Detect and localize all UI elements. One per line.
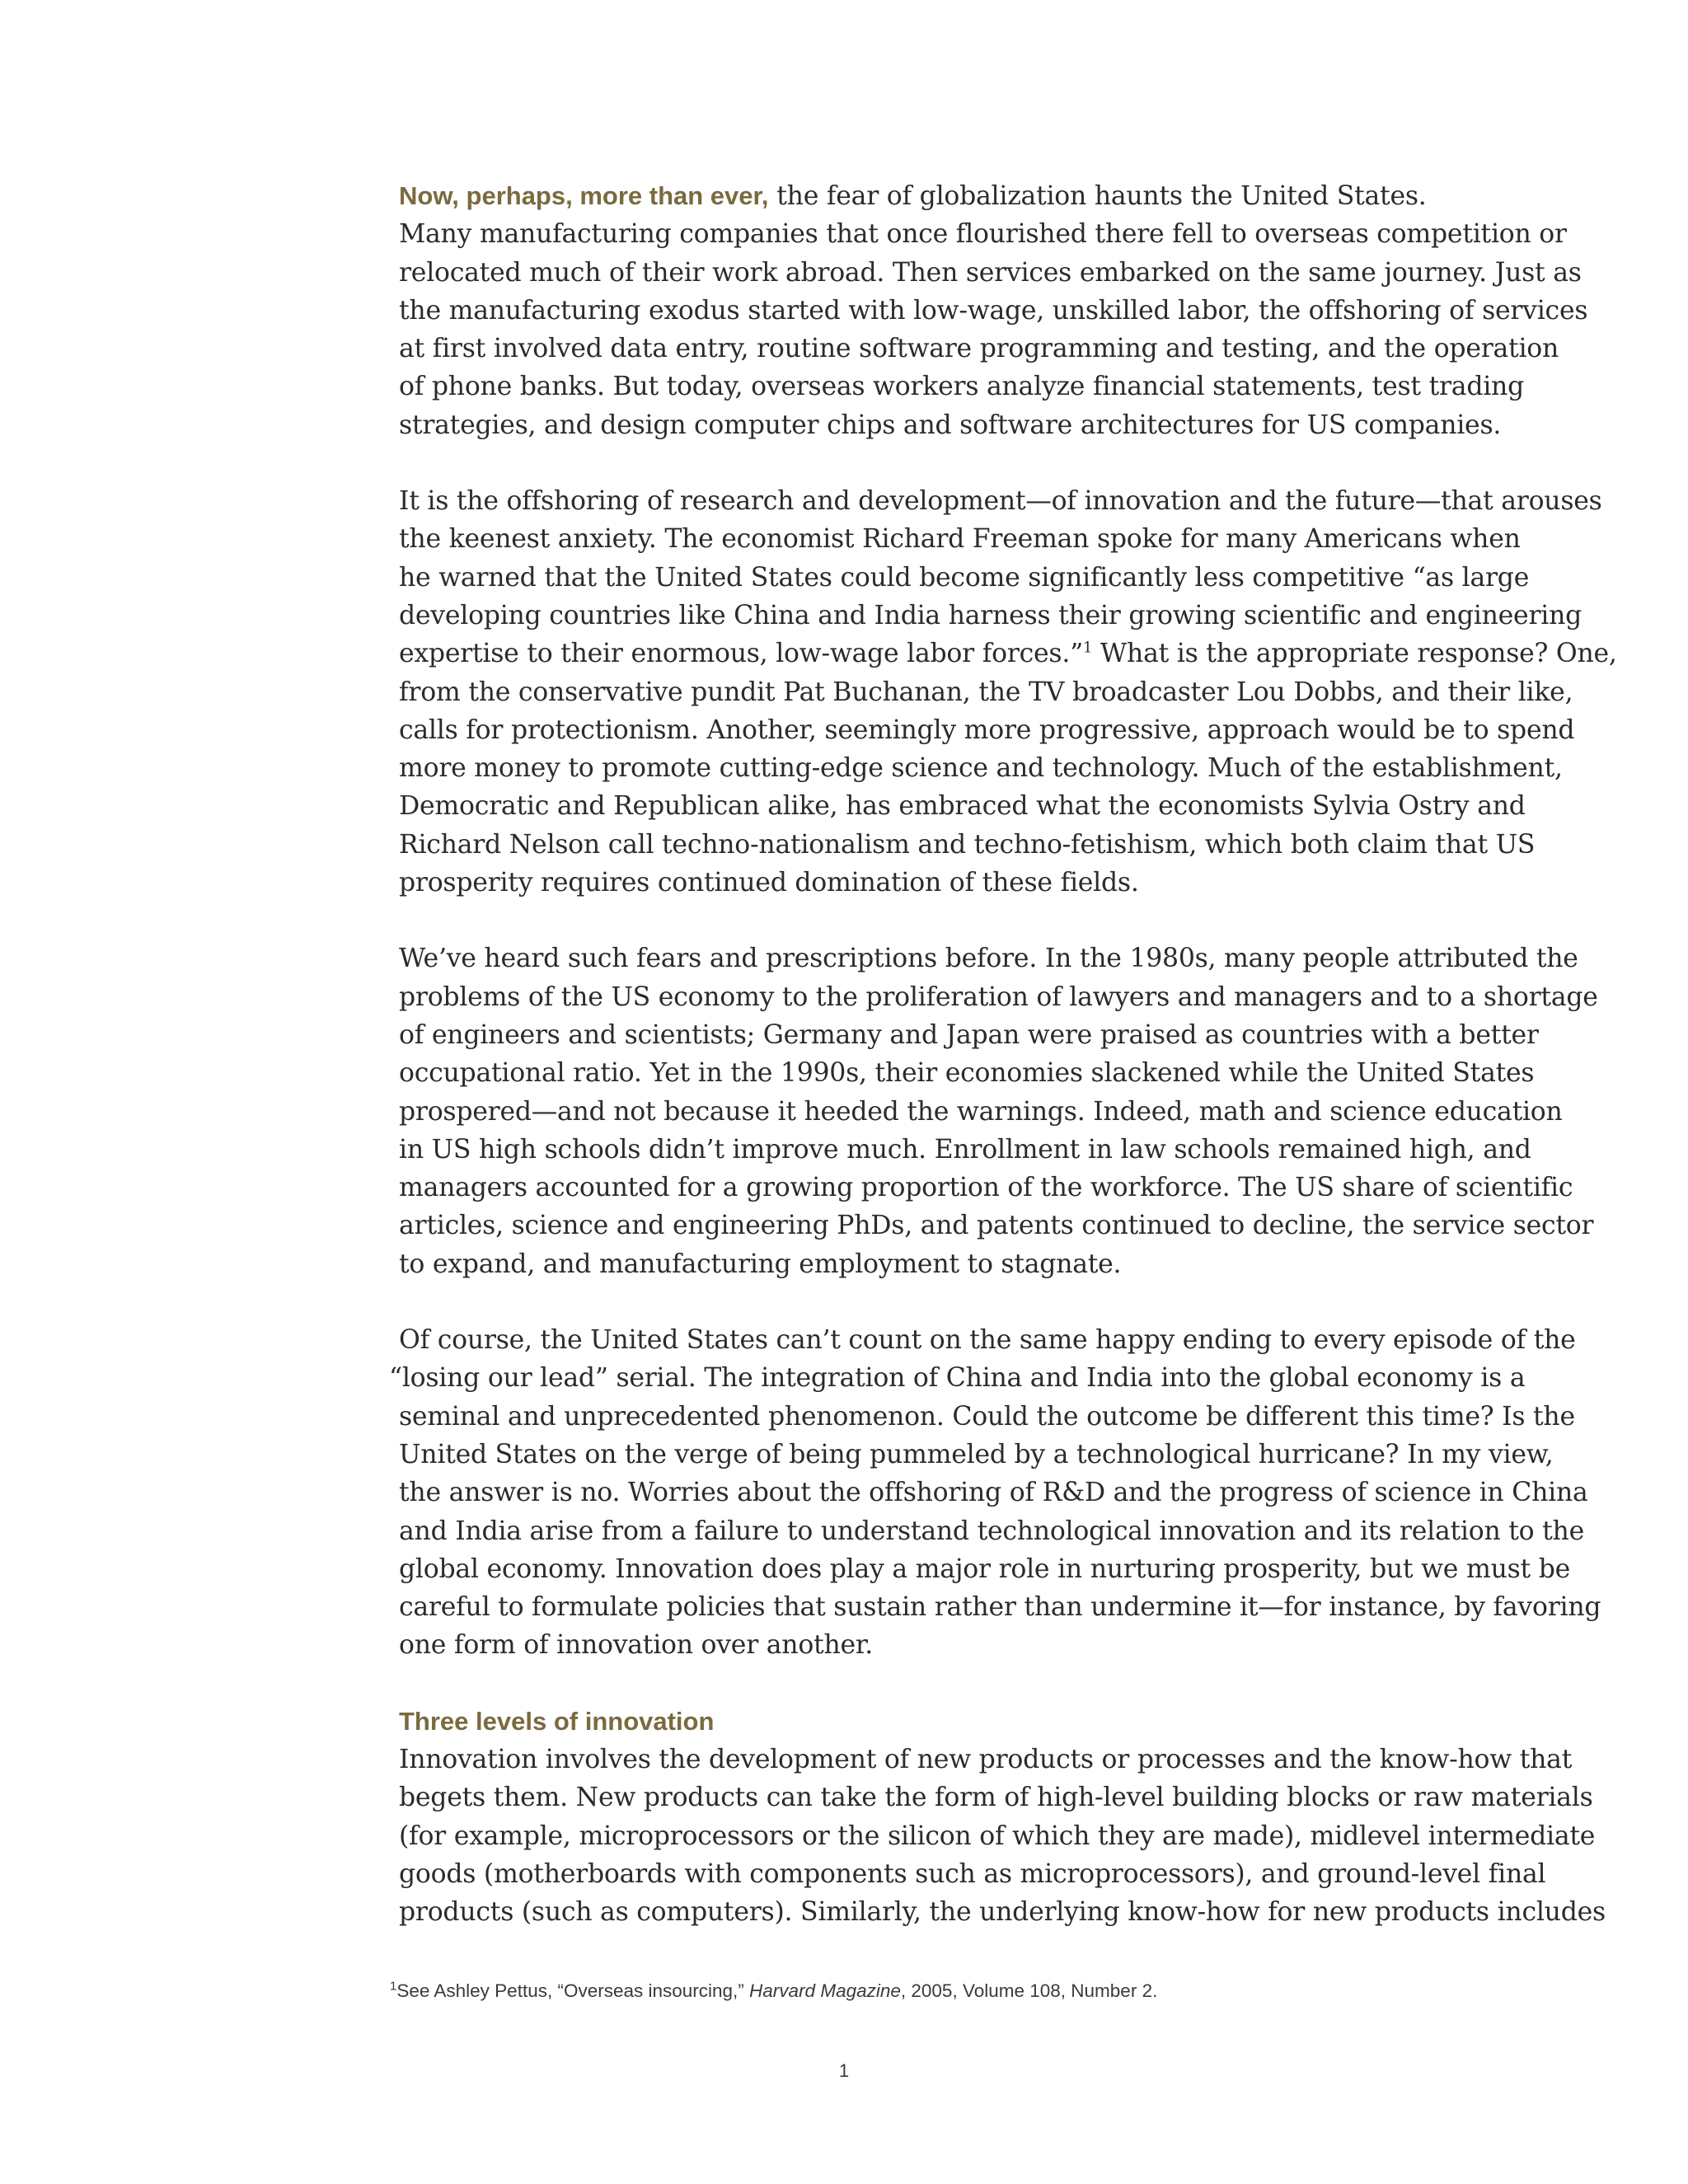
text-line: United States on the verge of being pummeled by a technological hurricane? In my view,	[399, 1439, 1554, 1469]
text-line: goods (motherboards with components such as microprocessors), and ground-level final	[399, 1858, 1546, 1889]
text-line: strategies, and design computer chips and software architectures for US companies.	[399, 410, 1502, 440]
text-line: articles, science and engineering PhDs, and patents continued to decline, the service sector	[399, 1211, 1594, 1241]
footnote-publication: Harvard Magazine	[749, 1980, 901, 2001]
text-line: expertise to their enormous, low-wage labor forces.”$^1$ What is the appropriate response? One,	[399, 639, 1617, 669]
text-line: prospered—and not because it heeded the warnings. Indeed, math and science education	[399, 1096, 1563, 1127]
text-line: Innovation involves the development of new products or processes and the know-how that	[399, 1744, 1573, 1774]
page-number: 1	[838, 2060, 850, 2081]
article-body	[389, 177, 1617, 1969]
text-line: Many manufacturing companies that once flourished there fell to overseas competition or	[399, 219, 1567, 250]
footnote-mark: 1	[390, 1979, 397, 1994]
text-line: from the conservative pundit Pat Buchanan, the TV broadcaster Lou Dobbs, and their like,	[399, 677, 1573, 707]
section-heading: Three levels of innovation	[399, 1706, 715, 1736]
text-line: Democratic and Republican alike, has embraced what the economists Sylvia Ostry and	[399, 791, 1526, 822]
paragraph-3	[399, 940, 1598, 1283]
text-line: careful to formulate policies that sustain rather than undermine it—for instance, by favoring	[399, 1592, 1601, 1623]
footnote	[390, 1980, 1157, 2002]
text-line: the answer is no. Worries about the offshoring of R&D and the progress of science in China	[399, 1478, 1588, 1508]
text-line: Now, perhaps, more than ever, the fear of globalization haunts the United States.	[399, 181, 1427, 211]
text-line: Richard Nelson call techno-nationalism and techno-fetishism, which both claim that US	[399, 829, 1536, 860]
text-line: he warned that the United States could become significantly less competitive “as large	[399, 562, 1530, 593]
footnote-text-end: , 2005, Volume 108, Number 2.	[900, 1980, 1158, 2001]
text-line: “losing our lead” serial. The integration of China and India into the global economy is a	[389, 1363, 1526, 1394]
text-line: begets them. New products can take the form of high-level building blocks or raw materials	[399, 1783, 1593, 1813]
text-line: at first involved data entry, routine software programming and testing, and the operation	[399, 334, 1559, 364]
footnote-reference[interactable]: 1	[1082, 639, 1093, 657]
paragraph-4	[389, 1321, 1601, 1665]
text-line: global economy. Innovation does play a major role in nurturing prosperity, but we must be	[399, 1554, 1570, 1584]
footnote-text: See Ashley Pettus, “Overseas insourcing,”	[396, 1980, 750, 2001]
text-line: problems of the US economy to the proliferation of lawyers and managers and to a shortage	[399, 982, 1598, 1012]
text-line: calls for protectionism. Another, seemingly more progressive, approach would be to spend	[399, 715, 1575, 745]
text-line: It is the offshoring of research and development—of innovation and the future—that arouses	[399, 486, 1602, 517]
text-line: (for example, microprocessors or the silicon of which they are made), midlevel intermediate	[399, 1821, 1596, 1851]
text-line: and India arise from a failure to understand technological innovation and its relation to the	[399, 1516, 1584, 1546]
text-line: Of course, the United States can’t count on the same happy ending to every episode of the	[399, 1325, 1576, 1356]
text-line: developing countries like China and India harness their growing scientific and engineering	[399, 600, 1582, 630]
lead-in-phrase: Now, perhaps, more than ever,	[399, 181, 769, 210]
text-line: products (such as computers). Similarly, the underlying know-how for new products includes	[399, 1897, 1606, 1928]
paragraph-1	[399, 177, 1588, 444]
text-line: of phone banks. But today, overseas workers analyze financial statements, test trading	[399, 372, 1525, 402]
text-line: occupational ratio. Yet in the 1990s, their economies slackened while the United States	[399, 1058, 1535, 1089]
section-paragraph	[399, 1741, 1606, 1931]
text-line: seminal and unprecedented phenomenon. Could the outcome be different this time? Is the	[399, 1401, 1575, 1432]
text-line: the manufacturing exodus started with low-wage, unskilled labor, the offshoring of services	[399, 295, 1588, 326]
text-line: the keenest anxiety. The economist Richard Freeman spoke for many Americans when	[399, 524, 1521, 555]
text-line: prosperity requires continued domination of these fields.	[399, 868, 1139, 898]
text-line: to expand, and manufacturing employment to stagnate.	[399, 1249, 1122, 1279]
text-line: one form of innovation over another.	[399, 1630, 873, 1661]
text-line: We’ve heard such fears and prescriptions before. In the 1980s, many people attributed the	[399, 944, 1578, 974]
paragraph-2	[399, 482, 1617, 902]
text-line: in US high schools didn’t improve much. Enrollment in law schools remained high, and	[399, 1134, 1531, 1165]
text-line: relocated much of their work abroad. Then services embarked on the same journey. Just as	[399, 257, 1582, 288]
text-line: managers accounted for a growing proportion of the workforce. The US share of scientific	[399, 1173, 1573, 1203]
text-line: more money to promote cutting-edge science and technology. Much of the establishment,	[399, 753, 1563, 784]
text-line: of engineers and scientists; Germany and Japan were praised as countries with a better	[399, 1019, 1539, 1050]
